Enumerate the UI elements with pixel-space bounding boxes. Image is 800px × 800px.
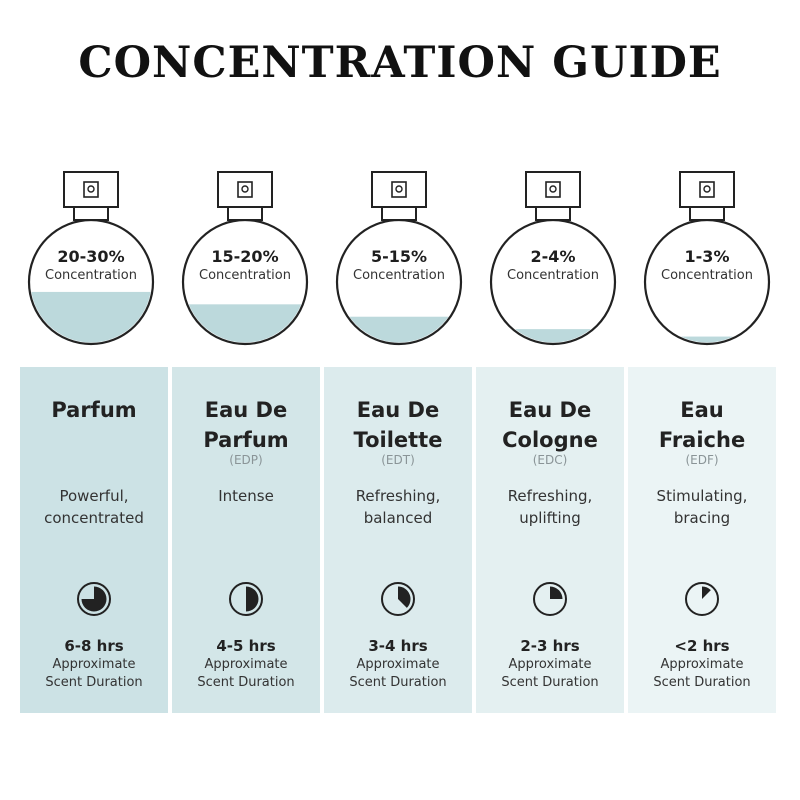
concentration-value: 5-15% [370, 247, 428, 266]
clock-wedge [702, 587, 711, 600]
perfume-bottle-icon [16, 0, 166, 350]
concentration-label: Concentration [45, 268, 137, 283]
description-line: Stimulating, [656, 487, 748, 505]
name-line: Eau De [356, 398, 440, 422]
duration-label-line: Approximate [508, 657, 592, 672]
duration-label-line: Scent Duration [197, 675, 295, 690]
duration-label-line: Approximate [52, 657, 136, 672]
liquid-fill [337, 317, 461, 344]
bottle-neck [74, 207, 108, 220]
duration-label [476, 656, 624, 692]
concentration-value: 1-3% [684, 247, 730, 266]
perfume-bottle-icon [478, 0, 628, 350]
name-line: Eau [680, 398, 724, 422]
concentration-label: Concentration [661, 268, 753, 283]
cap-dot [704, 186, 710, 192]
name-line: Parfum [203, 428, 289, 452]
perfume-bottle-icon [170, 0, 320, 350]
concentration-label: Concentration [353, 268, 445, 283]
clock-icon [380, 581, 416, 617]
column-edt [324, 367, 472, 713]
concentration-value: 2-4% [530, 247, 576, 266]
column-edc [476, 367, 624, 713]
clock-icon [532, 581, 568, 617]
column-edp [172, 367, 320, 713]
cap-dot [242, 186, 248, 192]
duration-hours: 2-3 hrs [520, 637, 580, 655]
duration-label-line: Scent Duration [45, 675, 143, 690]
bottle-edp [170, 0, 320, 350]
bottle-neck [382, 207, 416, 220]
description-line: balanced [363, 509, 433, 527]
cap-window [546, 182, 560, 197]
description [20, 485, 168, 529]
concentration-label: Concentration [199, 268, 291, 283]
name-line: Toilette [353, 428, 443, 452]
abbreviation: (EDC) [532, 453, 568, 467]
liquid-fill [645, 337, 769, 344]
duration-label-line: Approximate [356, 657, 440, 672]
bottle-edf [632, 0, 782, 350]
duration-label [20, 656, 168, 692]
description-line: Intense [218, 487, 274, 505]
bottle-cap [64, 172, 118, 207]
description [172, 485, 320, 507]
cap-window [238, 182, 252, 197]
cap-dot [396, 186, 402, 192]
description [324, 485, 472, 529]
fragrance-name [20, 395, 168, 425]
duration-label-line: Scent Duration [501, 675, 599, 690]
duration-label-line: Approximate [204, 657, 288, 672]
clock-wedge [398, 587, 411, 608]
duration-label-line: Approximate [660, 657, 744, 672]
clock-icon [228, 581, 264, 617]
description-line: Refreshing, [355, 487, 441, 505]
page-title: CONCENTRATION GUIDE [78, 38, 722, 88]
bottle-edc [478, 0, 628, 350]
bottle-cap [218, 172, 272, 207]
fragrance-name [476, 395, 624, 455]
column-edf [628, 367, 776, 713]
column-parfum [20, 367, 168, 713]
bottle-neck [536, 207, 570, 220]
cap-dot [88, 186, 94, 192]
description-line: concentrated [44, 509, 144, 527]
description [476, 485, 624, 529]
duration-hours: <2 hrs [674, 637, 730, 655]
duration-label [324, 656, 472, 692]
bottle-edt [324, 0, 474, 350]
clock-wedge [82, 587, 107, 612]
description [628, 485, 776, 529]
liquid-fill [29, 292, 153, 344]
description-line: Powerful, [59, 487, 129, 505]
cap-window [700, 182, 714, 197]
fragrance-name [324, 395, 472, 455]
clock-wedge [246, 587, 259, 612]
abbreviation: (EDT) [381, 453, 415, 467]
clock-icon [76, 581, 112, 617]
description-line: bracing [673, 509, 731, 527]
perfume-bottle-icon [632, 0, 782, 350]
abbreviation: (EDF) [685, 453, 719, 467]
concentration-value: 15-20% [211, 247, 279, 266]
duration-label-line: Scent Duration [349, 675, 447, 690]
fragrance-name [628, 395, 776, 455]
liquid-fill [183, 304, 307, 344]
perfume-bottle-icon [324, 0, 474, 350]
clock-icon [684, 581, 720, 617]
duration-hours: 6-8 hrs [64, 637, 124, 655]
duration-hours: 3-4 hrs [368, 637, 428, 655]
fragrance-name [172, 395, 320, 455]
concentration-value: 20-30% [57, 247, 125, 266]
abbreviation: (EDP) [229, 453, 263, 467]
bottle-cap [680, 172, 734, 207]
duration-label-line: Scent Duration [653, 675, 751, 690]
name-line: Eau De [204, 398, 288, 422]
concentration-label: Concentration [507, 268, 599, 283]
name-line: Eau De [508, 398, 592, 422]
description-line: uplifting [519, 509, 581, 527]
description-line: Refreshing, [507, 487, 593, 505]
name-line: Fraiche [658, 428, 746, 452]
cap-dot [550, 186, 556, 192]
duration-label [172, 656, 320, 692]
bottle-parfum [16, 0, 166, 350]
cap-window [84, 182, 98, 197]
bottle-cap [372, 172, 426, 207]
name-line: Cologne [502, 428, 598, 452]
name-line: Parfum [51, 398, 137, 422]
liquid-fill [491, 329, 615, 344]
duration-hours: 4-5 hrs [216, 637, 276, 655]
bottle-neck [690, 207, 724, 220]
bottle-neck [228, 207, 262, 220]
cap-window [392, 182, 406, 197]
duration-label [628, 656, 776, 692]
bottle-cap [526, 172, 580, 207]
